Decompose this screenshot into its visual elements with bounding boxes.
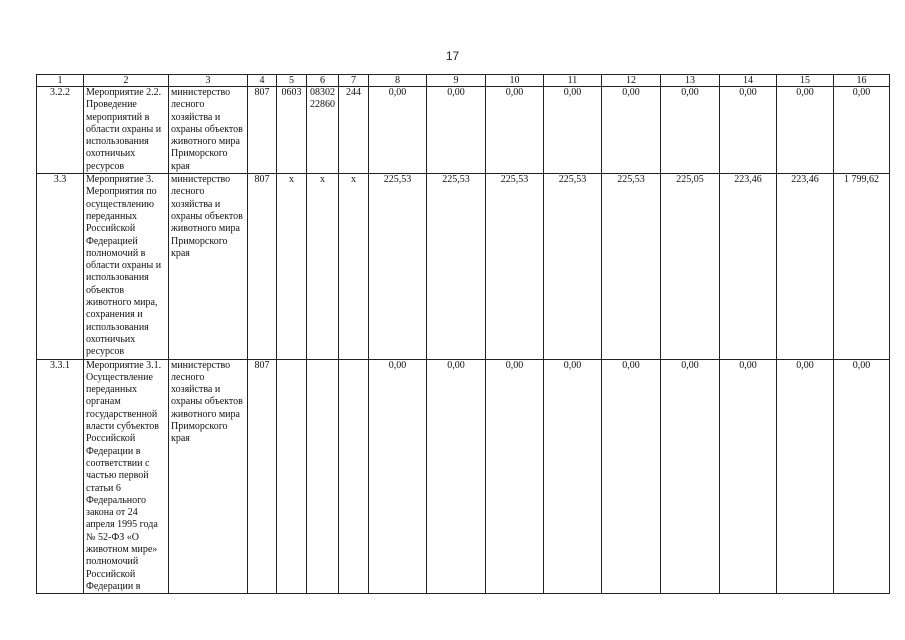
section-code-cell: 0603 [277,87,307,174]
expense-type-cell: 244 [339,87,369,174]
column-header: 6 [307,75,339,87]
grbs-code-cell: 807 [248,359,277,594]
section-code-cell: x [277,174,307,359]
value-cell: 223,46 [777,174,834,359]
column-header: 5 [277,75,307,87]
table-row [37,359,890,594]
column-header: 13 [661,75,720,87]
column-header: 12 [602,75,661,87]
value-cell: 223,46 [720,174,777,359]
header-row [37,75,890,87]
value-cell: 225,53 [544,174,602,359]
executor-cell: министерство лесного хозяйства и охраны объектов животного мира Приморского края [169,174,248,359]
table-row [37,174,890,359]
column-header: 8 [369,75,427,87]
budget-table [36,74,890,594]
value-cell: 0,00 [486,87,544,174]
column-header: 4 [248,75,277,87]
target-code-cell: x [307,174,339,359]
value-cell: 0,00 [602,359,661,594]
value-cell: 0,00 [720,87,777,174]
target-code-cell: 08302 22860 [307,87,339,174]
row-number-cell: 3.3.1 [37,359,84,594]
column-header: 3 [169,75,248,87]
value-cell: 0,00 [661,359,720,594]
executor-cell: министерство лесного хозяйства и охраны объектов животного мира Приморского края [169,87,248,174]
total-cell: 0,00 [834,87,890,174]
column-header: 1 [37,75,84,87]
grbs-code-cell: 807 [248,87,277,174]
value-cell: 0,00 [427,87,486,174]
value-cell: 225,53 [486,174,544,359]
measure-name-cell: Мероприятие 3.1. Осуществление переданных органам государственной власти субъектов Российской Федерации в соответствии с частью первой статьи 6 Федерального закона от 24 апреля 1995 года № 52-ФЗ «О животном мире» полномочий Российской Федерации в [84,359,169,594]
column-header: 7 [339,75,369,87]
value-cell: 225,53 [369,174,427,359]
total-cell: 1 799,62 [834,174,890,359]
table-row [37,87,890,174]
column-header: 9 [427,75,486,87]
total-cell: 0,00 [834,359,890,594]
executor-cell: министерство лесного хозяйства и охраны объектов животного мира Приморского края [169,359,248,594]
value-cell: 225,05 [661,174,720,359]
column-header: 11 [544,75,602,87]
row-number-cell: 3.2.2 [37,87,84,174]
value-cell: 0,00 [369,359,427,594]
column-header: 14 [720,75,777,87]
column-header: 15 [777,75,834,87]
section-code-cell [277,359,307,594]
page-number: 17 [445,49,460,63]
grbs-code-cell: 807 [248,174,277,359]
value-cell: 0,00 [777,359,834,594]
measure-name-cell: Мероприятие 2.2. Проведение мероприятий в области охраны и использования охотничьих ресурсов [84,87,169,174]
value-cell: 225,53 [427,174,486,359]
value-cell: 0,00 [544,87,602,174]
value-cell: 0,00 [427,359,486,594]
value-cell: 0,00 [602,87,661,174]
value-cell: 0,00 [777,87,834,174]
value-cell: 0,00 [720,359,777,594]
value-cell: 0,00 [486,359,544,594]
column-header: 10 [486,75,544,87]
value-cell: 0,00 [661,87,720,174]
column-header: 2 [84,75,169,87]
value-cell: 0,00 [369,87,427,174]
row-number-cell: 3.3 [37,174,84,359]
value-cell: 225,53 [602,174,661,359]
column-header: 16 [834,75,890,87]
value-cell: 0,00 [544,359,602,594]
measure-name-cell: Мероприятие 3. Мероприятия по осуществлению переданных Российской Федерацией полномочий в области охраны и использования объектов животного мира, сохранения и использования охотничьих ресурсов [84,174,169,359]
target-code-cell [307,359,339,594]
expense-type-cell [339,359,369,594]
expense-type-cell: x [339,174,369,359]
